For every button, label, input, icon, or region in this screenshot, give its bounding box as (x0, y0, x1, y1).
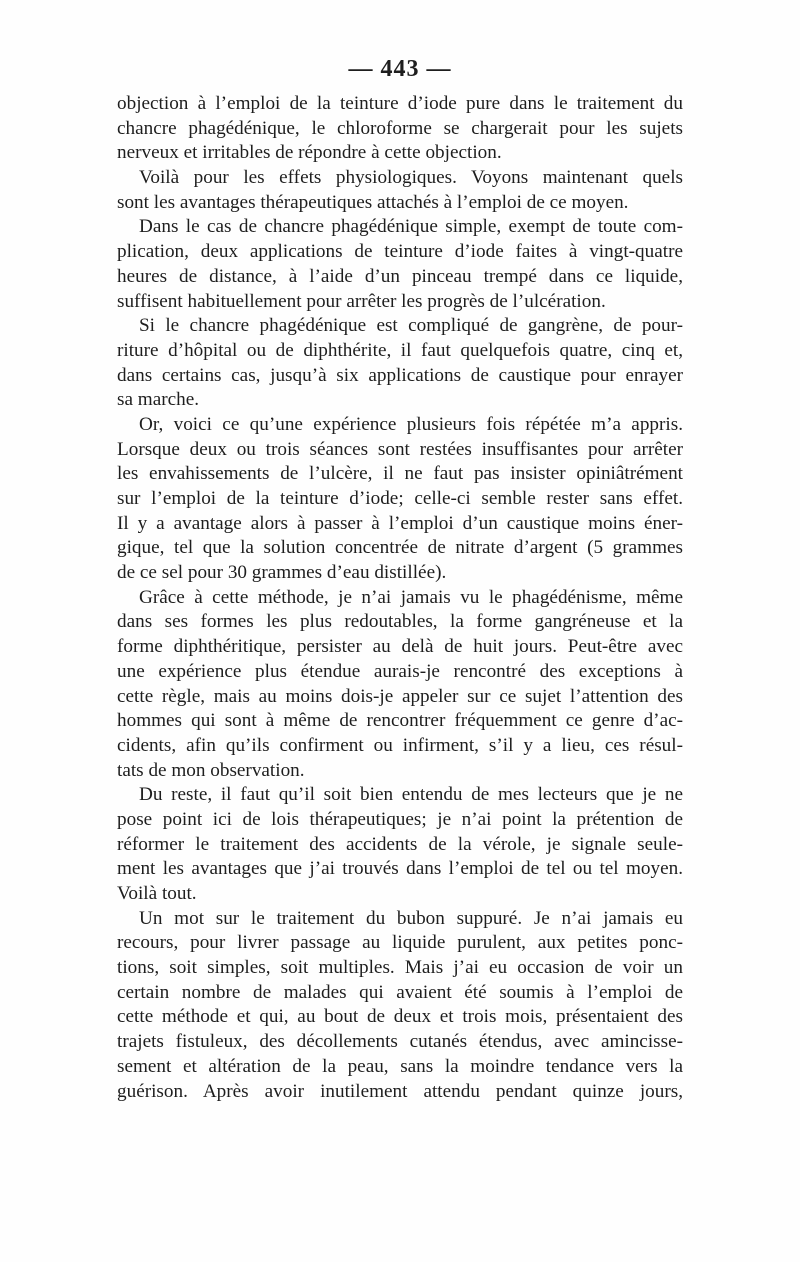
text-line: suffisent habituellement pour arrêter les progrès de l’ulcération. (117, 290, 606, 312)
text-line: dans ses formes les plus redoutables, la forme gangréneuse et la (117, 611, 683, 633)
text-line: tions, soit simples, soit multiples. Mais j’ai eu occasion de voir un (117, 957, 683, 979)
text-line: Un mot sur le traitement du bubon suppuré. Je n’ai jamais eu (139, 907, 683, 929)
text-line: heures de distance, à l’aide d’un pinceau trempé dans ce liquide, (117, 265, 683, 287)
text-line: chancre phagédénique, le chloroforme se chargerait pour les sujets (117, 117, 683, 139)
text-line: pose point ici de lois thérapeutiques; je n’ai point la prétention de (117, 808, 683, 830)
text-line: de ce sel pour 30 grammes d’eau distillée). (117, 562, 447, 584)
text-line: réformer le traitement des accidents de la vérole, je signale seule- (117, 833, 683, 855)
text-line: forme diphthéritique, persister au delà de huit jours. Peut-être avec (117, 636, 683, 658)
text-line: certain nombre de malades qui avaient été soumis à l’emploi de (117, 981, 683, 1003)
body-text (117, 92, 683, 1104)
text-line: Grâce à cette méthode, je n’ai jamais vu le phagédénisme, même (139, 586, 683, 608)
text-line: Dans le cas de chancre phagédénique simple, exempt de toute com- (139, 216, 683, 238)
text-line: cette règle, mais au moins dois-je appeler sur ce sujet l’attention des (117, 685, 683, 707)
text-line: cette méthode et qui, au bout de deux et trois mois, présentaient des (117, 1006, 683, 1028)
text-line: dans certains cas, jusqu’à six applications de caustique pour enrayer (117, 364, 683, 386)
text-line: Or, voici ce qu’une expérience plusieurs fois répétée m’a appris. (139, 413, 683, 435)
page-number: — 443 — (348, 56, 452, 82)
text-line: tats de mon observation. (117, 759, 305, 781)
text-line: gique, tel que la solution concentrée de nitrate d’argent (5 grammes (117, 537, 683, 559)
text-line: Il y a avantage alors à passer à l’emploi d’un caustique moins éner- (117, 512, 683, 534)
text-line: Lorsque deux ou trois séances sont restées insuffisantes pour arrêter (117, 438, 683, 460)
text-line: cidents, afin qu’ils confirment ou infirment, s’il y a lieu, ces résul- (117, 734, 683, 756)
text-line: hommes qui sont à même de rencontrer fréquemment ce genre d’ac- (117, 710, 683, 732)
text-line: recours, pour livrer passage au liquide purulent, aux petites ponc- (117, 932, 683, 954)
text-line: riture d’hôpital ou de diphthérite, il faut quelquefois quatre, cinq et, (117, 339, 683, 361)
text-line: Voilà pour les effets physiologiques. Voyons maintenant quels (139, 167, 683, 189)
text-line: nerveux et irritables de répondre à cette objection. (117, 142, 502, 164)
text-line: une expérience plus étendue aurais-je rencontré des exceptions à (117, 660, 683, 682)
text-line: sur l’emploi de la teinture d’iode; celle-ci semble rester sans effet. (117, 488, 683, 509)
text-line: sement et altération de la peau, sans la moindre tendance vers la (117, 1055, 683, 1077)
text-line: sa marche. (117, 389, 200, 411)
text-line: Voilà tout. (117, 883, 197, 904)
text-line: plication, deux applications de teinture d’iode faites à vingt-quatre (117, 241, 683, 263)
text-line: guérison. Après avoir inutilement attendu pendant quinze jours, (117, 1080, 683, 1102)
text-line: ment les avantages que j’ai trouvés dans l’emploi de tel ou tel moyen. (117, 858, 683, 880)
text-line: sont les avantages thérapeutiques attachés à l’emploi de ce moyen. (117, 191, 629, 213)
text-line: trajets fistuleux, des décollements cutanés étendus, avec amincisse- (117, 1031, 683, 1053)
text-line: Du reste, il faut qu’il soit bien entendu de mes lecteurs que je ne (139, 784, 683, 806)
text-line: Si le chancre phagédénique est compliqué de gangrène, de pour- (139, 315, 683, 337)
text-line: objection à l’emploi de la teinture d’iode pure dans le traitement du (117, 93, 683, 114)
text-line: les envahissements de l’ulcère, il ne faut pas insister opiniâtrément (117, 463, 683, 485)
